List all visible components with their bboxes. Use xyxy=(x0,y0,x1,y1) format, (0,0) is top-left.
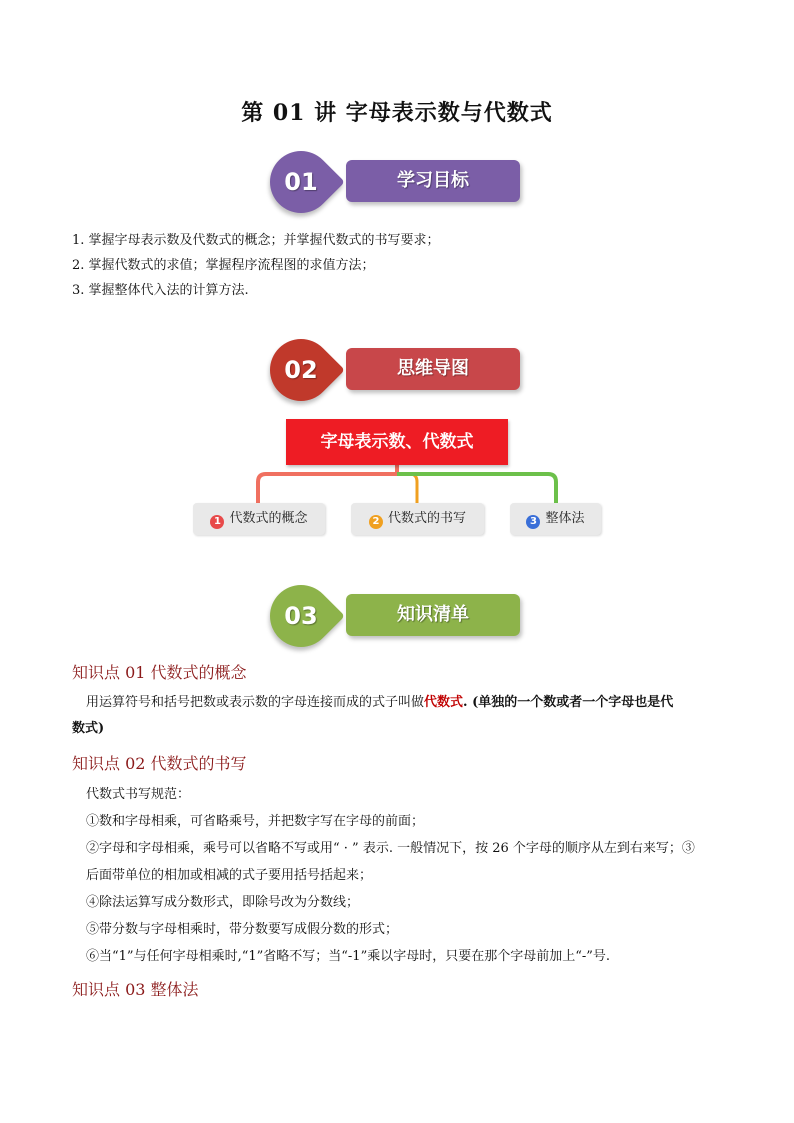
goal-item: 1. 掌握字母表示数及代数式的概念；并掌握代数式的书写要求； xyxy=(72,233,440,248)
writing-rules xyxy=(86,781,746,970)
node-label: 整体法 xyxy=(545,511,585,526)
rules-intro: 代数式书写规范： xyxy=(86,787,191,802)
knowledge-point-02-heading: 知识点 02 代数式的书写 xyxy=(72,754,247,773)
badge-number: 02 xyxy=(284,356,318,384)
mindmap-node-3 xyxy=(510,503,601,535)
rule-item: 后面带单位的相加或相减的式子要用括号括起来； xyxy=(86,868,373,883)
number-2-icon: 2 xyxy=(369,515,383,529)
section-badge-03 xyxy=(270,585,530,647)
definition-line xyxy=(72,690,732,716)
rule-item: ⑤带分数与字母相乘时，带分数要写成假分数的形式； xyxy=(86,922,399,937)
page-title: 第 01 讲 字母表示数与代数式 xyxy=(241,100,553,126)
connector-3 xyxy=(397,474,556,503)
definition-text: 用运算符号和括号把数或表示数的字母连接而成的式子叫做 xyxy=(86,695,425,710)
badge-label: 思维导图 xyxy=(346,348,520,390)
mindmap-node-1 xyxy=(193,503,325,535)
goal-item: 3. 掌握整体代入法的计算方法. xyxy=(72,283,249,298)
definition-term: 代数式 xyxy=(424,695,464,710)
rule-item: ④除法运算写成分数形式，即除号改为分数线； xyxy=(86,895,360,910)
node-label: 代数式的概念 xyxy=(229,511,308,526)
badge-number: 03 xyxy=(284,602,318,630)
number-1-icon: 1 xyxy=(210,515,224,529)
badge-label: 学习目标 xyxy=(346,160,520,202)
rule-item: ⑥当“1”与任何字母相乘时,“1”省略不写；当“-1”乘以字母时，只要在那个字母前加上“-”号. xyxy=(86,949,611,964)
definition-line-2: 数式) xyxy=(72,721,105,736)
badge-label: 知识清单 xyxy=(346,594,520,636)
mindmap-node-2 xyxy=(351,503,484,535)
knowledge-point-01-heading: 知识点 01 代数式的概念 xyxy=(72,663,247,682)
knowledge-point-03-heading: 知识点 03 整体法 xyxy=(72,980,199,999)
knowledge-point-01-body xyxy=(72,690,732,742)
definition-note: . (单独的一个数或者一个字母也是代 xyxy=(463,695,674,710)
node-label: 代数式的书写 xyxy=(387,511,466,526)
connector-2 xyxy=(397,474,417,503)
badge-number: 01 xyxy=(284,168,318,196)
mindmap-root: 字母表示数、代数式 xyxy=(286,419,508,465)
connector-1 xyxy=(258,465,397,503)
rule-item: ②字母和字母相乘，乘号可以省略不写或用“ · ” 表示. 一般情况下，按 26 个字母的顺序从左到右来写；③ xyxy=(86,841,695,856)
number-3-icon: 3 xyxy=(526,515,540,529)
goal-item: 2. 掌握代数式的求值；掌握程序流程图的求值方法； xyxy=(72,258,375,273)
rule-item: ①数和字母相乘，可省略乘号，并把数字写在字母的前面； xyxy=(86,814,425,829)
